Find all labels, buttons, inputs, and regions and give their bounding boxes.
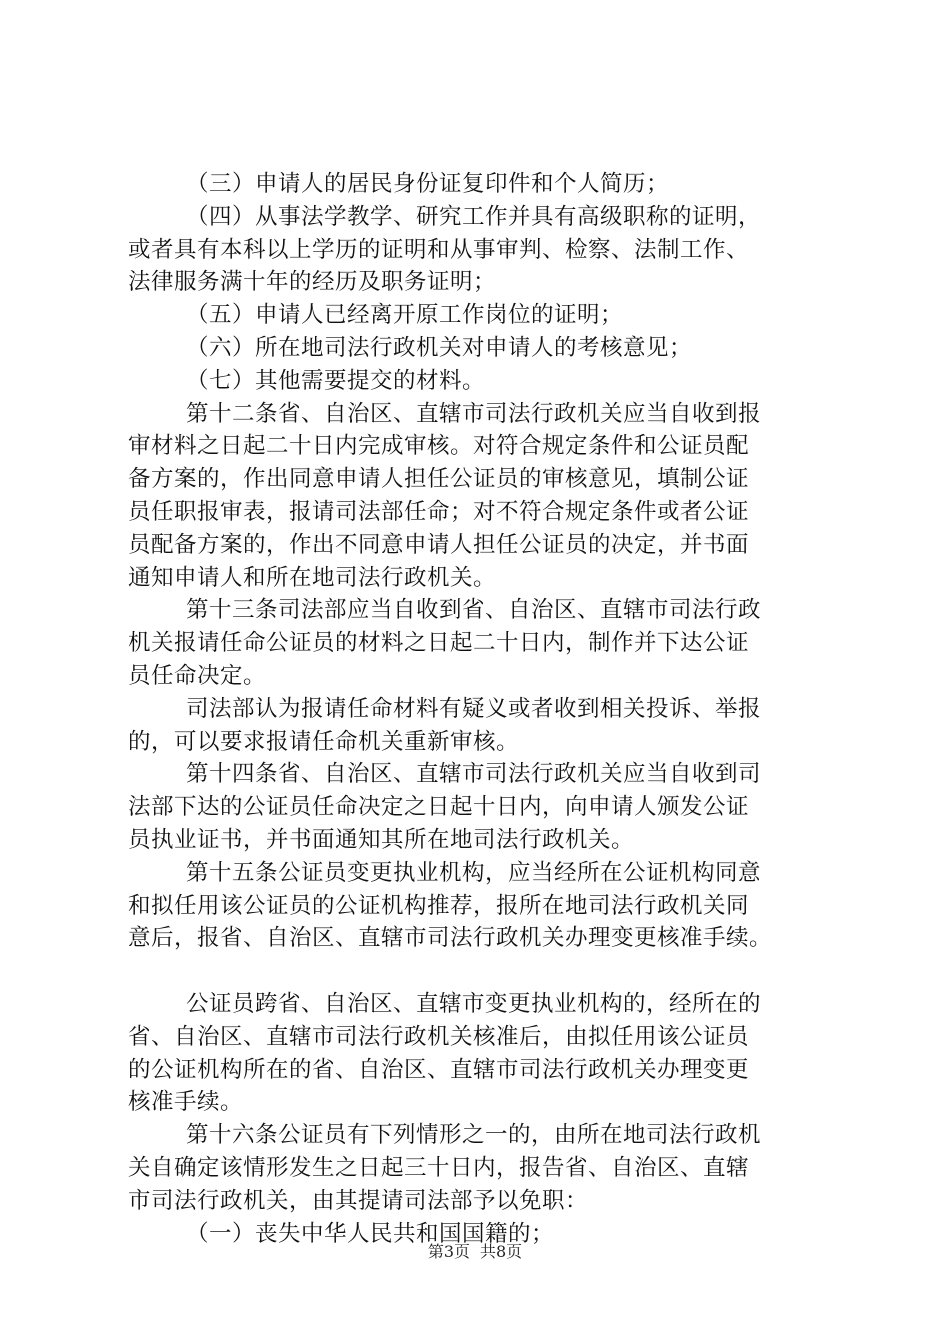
paragraph-line: 关自确定该情形发生之日起三十日内，报告省、自治区、直辖 [128,1154,750,1181]
paragraph-line: 司法部认为报请任命材料有疑义或者收到相关投诉、举报 [186,695,762,722]
paragraph-line: （一）丧失中华人民共和国国籍的； [186,1220,555,1247]
paragraph-line: 的，可以要求报请任命机关重新审核。 [128,728,520,755]
document-body [128,168,848,1250]
paragraph-line: 员配备方案的，作出不同意申请人担任公证员的决定，并书面 [128,531,750,558]
paragraph-line: 或者具有本科以上学历的证明和从事审判、检察、法制工作、 [128,236,750,263]
paragraph-line: 员任职报审表，报请司法部任命；对不符合规定条件或者公证 [128,498,750,525]
paragraph-line: （三）申请人的居民身份证复印件和个人简历； [186,171,670,197]
paragraph-line: 员任命决定。 [128,662,267,689]
paragraph-line: 法部下达的公证员任命决定之日起十日内，向申请人颁发公证 [128,794,750,821]
page-number: 第3页 [427,1242,470,1261]
paragraph-line: 第十四条省、自治区、直辖市司法行政机关应当自收到司 [186,761,762,788]
paragraph-line: （七）其他需要提交的材料。 [186,367,486,394]
paragraph-line: （六）所在地司法行政机关对申请人的考核意见； [186,334,693,361]
paragraph-gap [128,955,848,988]
paragraph-line: 的公证机构所在的省、自治区、直辖市司法行政机关办理变更 [128,1056,750,1083]
page-total: 共8页 [480,1242,523,1261]
page-footer [0,1242,950,1262]
paragraph-line: 第十六条公证员有下列情形之一的，由所在地司法行政机 [186,1122,762,1149]
paragraph-line: 审材料之日起二十日内完成审核。对符合规定条件和公证员配 [128,433,750,460]
paragraph-line: （四）从事法学教学、研究工作并具有高级职称的证明， [186,203,762,230]
paragraph-line: 备方案的，作出同意申请人担任公证员的审核意见，填制公证 [128,466,750,493]
paragraph-line: 第十三条司法部应当自收到省、自治区、直辖市司法行政 [186,597,762,624]
paragraph-line: 第十五条公证员变更执业机构，应当经所在公证机构同意 [186,859,762,886]
paragraph-line: 通知申请人和所在地司法行政机关。 [128,564,497,591]
paragraph-line: 机关报请任命公证员的材料之日起二十日内，制作并下达公证 [128,630,750,657]
paragraph-line: 核准手续。 [128,1089,244,1116]
paragraph-line: （五）申请人已经离开原工作岗位的证明； [186,302,624,329]
paragraph-line: 第十二条省、自治区、直辖市司法行政机关应当自收到报 [186,400,762,427]
paragraph-line: 员执业证书，并书面通知其所在地司法行政机关。 [128,826,635,853]
paragraph-line: 省、自治区、直辖市司法行政机关核准后，由拟任用该公证员 [128,1023,750,1050]
paragraph-line: 法律服务满十年的经历及职务证明； [128,269,497,296]
paragraph-line: 意后，报省、自治区、直辖市司法行政机关办理变更核准手续。 [128,925,773,952]
paragraph-line: 市司法行政机关，由其提请司法部予以免职： [128,1187,589,1214]
paragraph-line: 和拟任用该公证员的公证机构推荐，报所在地司法行政机关同 [128,892,750,919]
paragraph-line: 公证员跨省、自治区、直辖市变更执业机构的，经所在的 [186,990,762,1017]
